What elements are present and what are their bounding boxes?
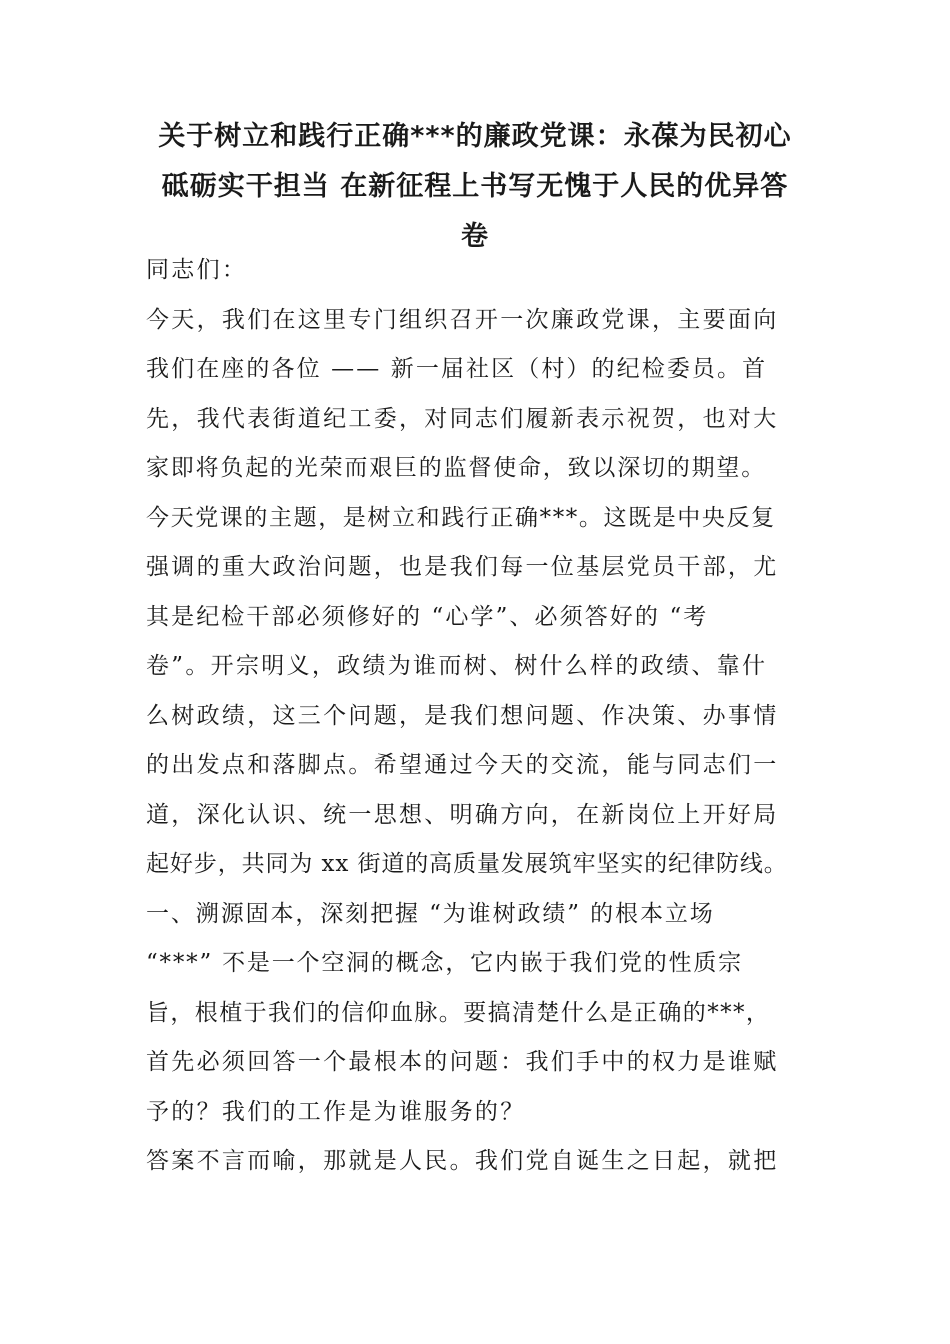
body-line: 今天，我们在这里专门组织召开一次廉政党课，主要面向 — [146, 306, 779, 333]
body-line: 家即将负起的光荣而艰巨的监督使命，致以深切的期望。 — [146, 455, 766, 481]
document-title — [120, 112, 830, 262]
body-line: 的出发点和落脚点。希望通过今天的交流，能与同志们一 — [146, 752, 779, 778]
document-body — [146, 246, 826, 1187]
body-line: 卷”。开宗明义，政绩为谁而树、树什么样的政绩、靠什 — [146, 653, 768, 679]
body-line: 么树政绩，这三个问题，是我们想问题、作决策、办事情 — [146, 702, 779, 729]
body-line: 道，深化认识、统一思想、明确方向，在新岗位上开好局 — [146, 801, 779, 828]
body-line: “***” 不是一个空洞的概念，它内嵌于我们党的性质宗 — [146, 950, 743, 976]
body-line: 旨，根植于我们的信仰血脉。要搞清楚什么是正确的***， — [146, 999, 771, 1026]
body-line: 我们在座的各位 —— 新一届社区（村）的纪检委员。首 — [146, 356, 768, 382]
section-heading: 一、溯源固本，深刻把握 “为谁树政绩” 的根本立场 — [146, 900, 715, 927]
body-line: 先，我代表街道纪工委，对同志们履新表示祝贺，也对大 — [146, 405, 779, 432]
salutation: 同志们： — [146, 257, 248, 283]
title-line-2: 砥砺实干担当 在新征程上书写无愧于人民的优异答 — [161, 171, 789, 202]
body-line: 答案不言而喻，那就是人民。我们党自诞生之日起，就把 — [146, 1148, 779, 1174]
body-line: 首先必须回答一个最根本的问题：我们手中的权力是谁赋 — [146, 1049, 779, 1075]
body-line: 强调的重大政治问题，也是我们每一位基层党员干部，尤 — [146, 554, 779, 580]
body-line: 起好步，共同为 xx 街道的高质量发展筑牢坚实的纪律防线。 — [146, 851, 788, 877]
title-line-3: 卷 — [461, 221, 489, 252]
body-line: 今天党课的主题，是树立和践行正确***。这既是中央反复 — [146, 504, 776, 531]
body-line: 其是纪检干部必须修好的 “心学”、必须答好的 “考 — [146, 603, 709, 630]
body-line: 予的？我们的工作是为谁服务的？ — [146, 1098, 526, 1125]
title-line-1: 关于树立和践行正确***的廉政党课：永葆为民初心 — [158, 121, 792, 152]
